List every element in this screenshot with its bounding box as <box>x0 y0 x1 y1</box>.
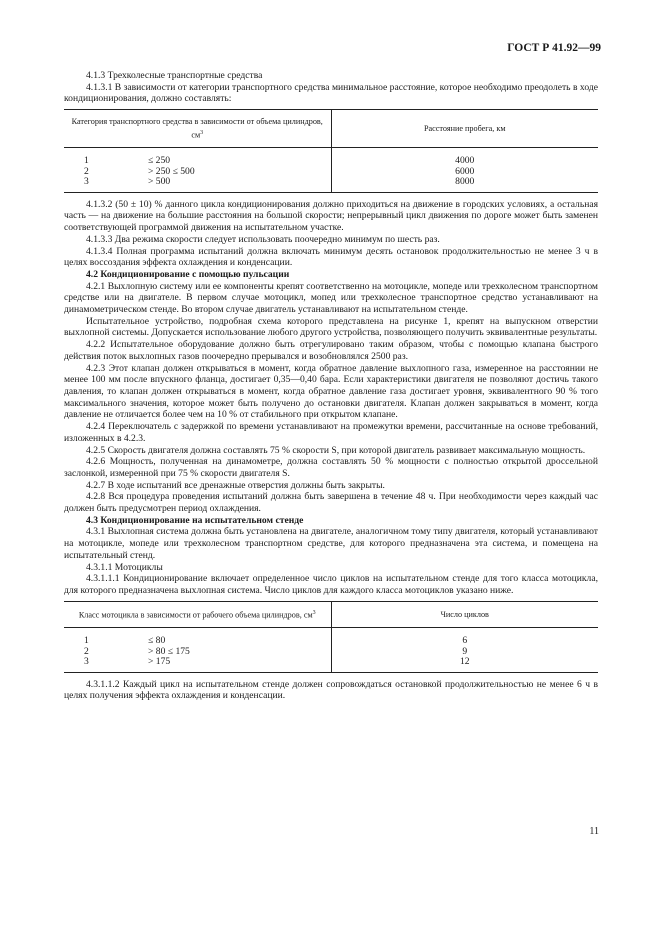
table-cell: > 80 ≤ 175 <box>148 645 190 657</box>
paragraph-4-3-1-1: 4.3.1.1 Мотоциклы <box>86 561 163 573</box>
cycles-table-header-class: Класс мотоцикла в зависимости от рабочего объема цилиндров, $см^3$ <box>64 601 331 627</box>
table-cell: 3 <box>84 176 89 188</box>
table-cell: 2 <box>84 165 89 177</box>
table-cell: 6 <box>462 635 468 647</box>
table-cell: 12 <box>459 656 470 668</box>
paragraph-test-device: Испытательное устройство, подробная схема которого представлена на рисунке 1, крепят на выпускном отверстии выхлопной системы. Допускается использование любого другого устройства, позволяющего получить эквивалентные результаты. <box>64 315 598 339</box>
paragraph-4-3-1-1-2: 4.3.1.1.2 Каждый цикл на испытательном стенде должен сопровождаться остановкой продолжительностью не менее 6 ч в целях получения эффекта охлаждения и конденсации. <box>64 678 598 702</box>
table-cell: > 500 <box>148 176 171 188</box>
paragraph-4-1-3-1: 4.1.3.1 В зависимости от категории транспортного средства минимальное расстояние, которое необходимо преодолеть в ходе кондиционирования, должно составлять: <box>64 81 598 105</box>
cycles-table-header-cycles: Число циклов <box>331 601 598 627</box>
paragraph-4-2-5: 4.2.5 Скорость двигателя должна составлять 75 % скорости S, при которой двигатель развивает максимальную мощность. <box>86 444 586 456</box>
paragraph-4-2-4: 4.2.4 Переключатель с задержкой по времени устанавливают на промежутки времени, рассчитанные на основе требований, изложенных в 4.2.3. <box>64 421 598 444</box>
paragraph-4-2-1: 4.2.1 Выхлопную систему или ее компоненты крепят соответственно на мотоцикле, мопеде или трехколесном транспортном средстве или на двигателе. В первом случае мотоцикл, мопед или трехколесное транспортное средство устанавливают на динамометрическом стенде. Во втором случае двигатель устанавливают на испытательном стенде. <box>64 280 598 316</box>
cycles-table-values <box>331 628 598 673</box>
paragraph-4-1-3-2: 4.1.3.2 (50 ± 10) % данного цикла кондиционирования должно приходиться на движение в городских условиях, а остальная часть — на движение на большие расстояния на большой скорости; непрерывный цикл движения по дороге может быть заменен соответствующей программой движения на испытательном участке. <box>64 198 598 234</box>
table-cell: > 175 <box>148 656 171 668</box>
cycles-table <box>64 601 598 673</box>
paragraph-4-1-3-4: 4.1.3.4 Полная программа испытаний должна включать минимум десять остановок продолжительностью не менее 3 ч в целях воссоздания эффекта охлаждения и конденсации. <box>64 245 598 269</box>
paragraph-4-1-3: 4.1.3 Трехколесные транспортные средства <box>86 70 263 81</box>
paragraph-4-3-1-1-1: 4.3.1.1.1 Кондиционирование включает определенное число циклов на испытательном стенде для того класса мотоцикла, для которого предназначена выхлопная система. Число циклов для каждого класса мотоциклов указано ниже. <box>64 573 598 596</box>
table-cell: 1 <box>84 635 89 647</box>
table-cell: 2 <box>84 645 89 657</box>
distance-table-header-category: Категория транспортного средства в зависимости от объема цилиндров, $см^3$ <box>64 110 331 148</box>
distance-table-header-distance: Расстояние пробега, км <box>331 110 598 148</box>
page-content <box>64 70 598 702</box>
paragraph-4-2-8: 4.2.8 Вся процедура проведения испытаний должна быть завершена в течение 48 ч. При необходимости через каждый час должен быть предусмотрен период охлаждения. <box>64 491 598 515</box>
table-cell: 9 <box>462 645 468 657</box>
heading-4-3: 4.3 Кондиционирование на испытательном стенде <box>86 514 304 526</box>
distance-table-categories <box>64 148 331 193</box>
distance-table <box>64 109 598 193</box>
table-cell: 4000 <box>455 155 475 167</box>
document-header: ГОСТ Р 41.92—99 <box>507 42 601 54</box>
table-cell: 1 <box>84 155 89 167</box>
paragraph-4-1-3-3: 4.1.3.3 Два режима скорости следует использовать поочередно минимум по шесть раз. <box>86 233 440 245</box>
table-cell: 6000 <box>455 165 475 177</box>
table-cell: ≤ 80 <box>148 635 166 647</box>
cycles-table-classes <box>64 628 331 673</box>
paragraph-4-2-2: 4.2.2 Испытательное оборудование должно быть отрегулировано таким образом, чтобы с помощью клапана быстрого действия поток выхлопных газов поочередно прерывался и возобновлялся 2500 раз. <box>64 339 598 362</box>
distance-table-values <box>331 148 598 193</box>
paragraph-4-2-6: 4.2.6 Мощность, полученная на динамометре, должна составлять 50 % мощности с полностью открытой дроссельной заслонкой, измеренной при 75 % скорости двигателя S. <box>64 456 598 479</box>
paragraph-4-2-7: 4.2.7 В ходе испытаний все дренажные отверстия должны быть закрыты. <box>86 479 385 491</box>
table-cell: > 250 ≤ 500 <box>148 165 195 177</box>
table-cell: 3 <box>84 656 89 668</box>
page-number: 11 <box>589 826 599 837</box>
table-cell: ≤ 250 <box>148 155 171 167</box>
table-cell: 8000 <box>455 176 475 188</box>
paragraph-4-3-1: 4.3.1 Выхлопная система должна быть установлена на двигателе, аналогичном тому типу двигателя, который устанавливают на мотоцикле, мопеде или трехколесном транспортном средстве, для которого предназначена эта система, и помещена на испытательный стенд. <box>64 526 598 561</box>
paragraph-4-2-3: 4.2.3 Этот клапан должен открываться в момент, когда обратное давление выхлопного газа, измеренное на расстоянии не менее 100 мм после впускного фланца, достигает 0,35—0,40 бара. Если характеристики двигателя не позволяют достичь такого давления, то клапан должен открываться в момент, когда обратное давление газа достигает уровня, эквивалентного 90 % того максимального значения, которое может быть получено до остановки двигателя. Клапан должен закрываться в момент, когда давление не отличается более чем на 10 % от стабильного при открытом клапане. <box>64 362 598 421</box>
heading-4-2: 4.2 Кондиционирование с помощью пульсации <box>86 268 290 280</box>
